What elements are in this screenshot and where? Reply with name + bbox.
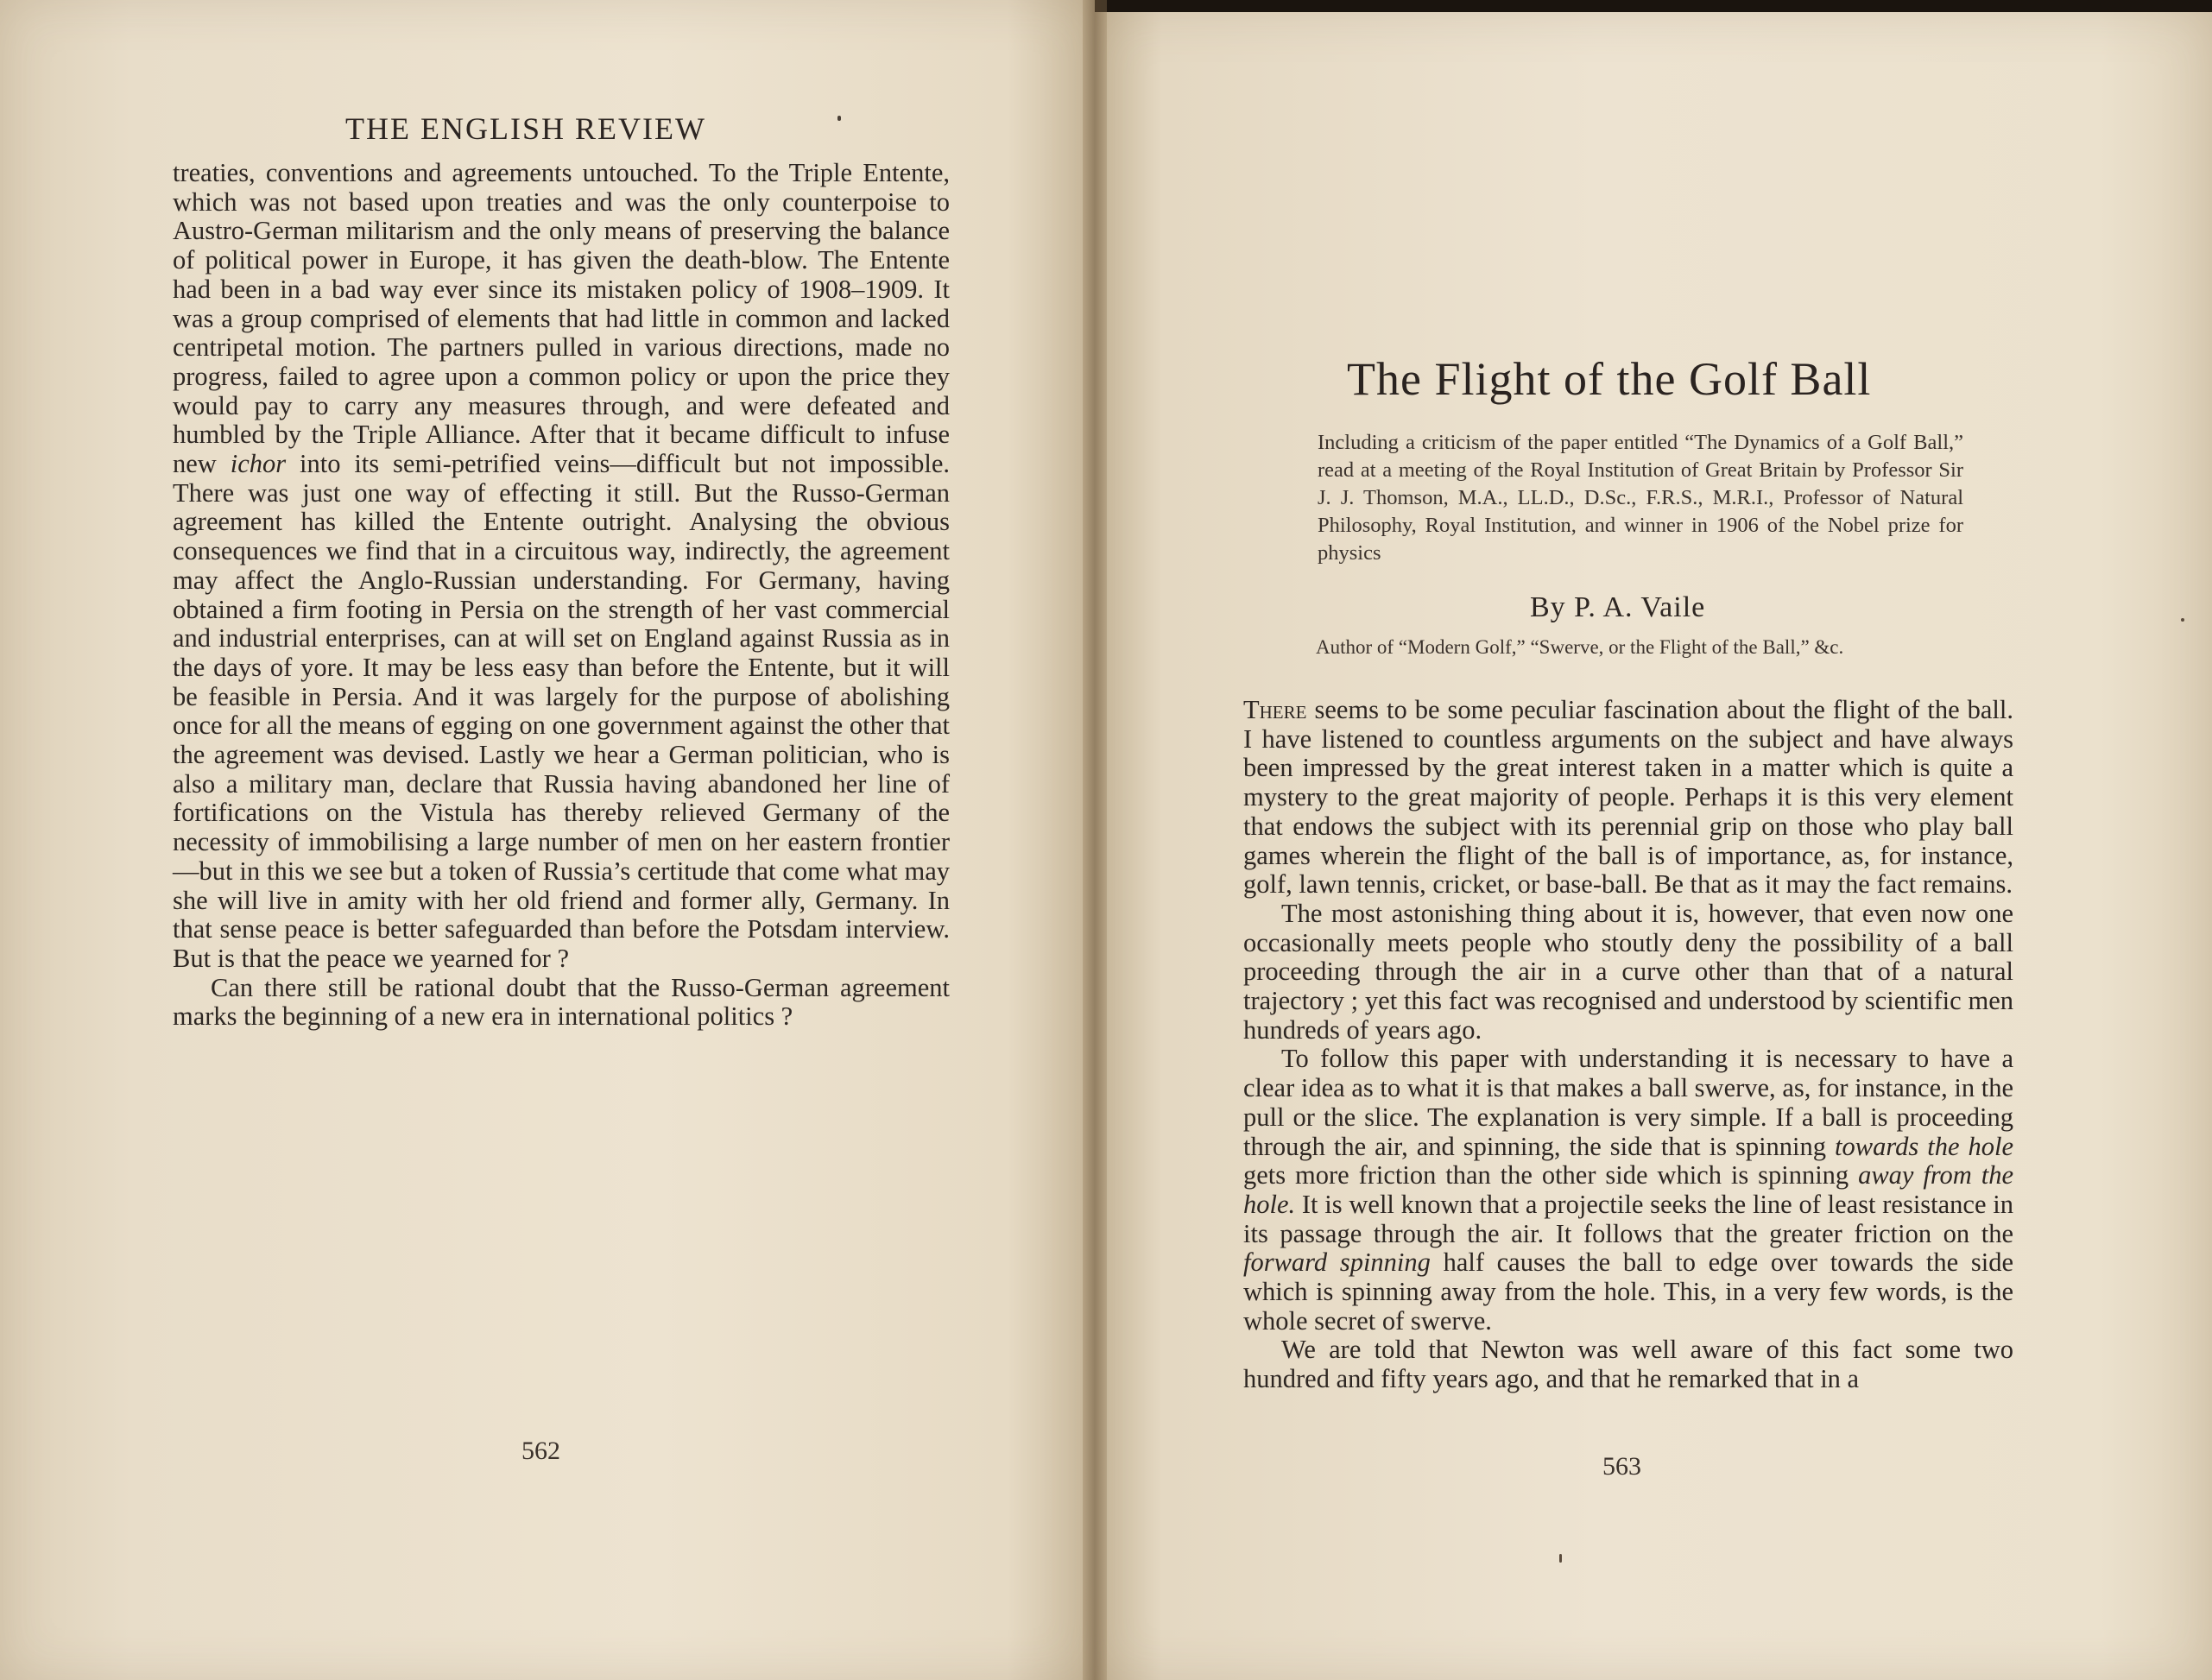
p3-text-a: To follow this paper with understanding it is necessary to have a clear idea as to what it is that makes a ball swerve, as, for instance, in the pull or the slice. The explanation is very simple. If a ball is proceeding through the air, and spinning, the side that is spinning [1243,1044,2013,1161]
italic-word-ichor: ichor [230,449,287,479]
left-closing-paragraph: Can there still be rational doubt that the Russo-German agreement marks the beginning of a new era in international politics ? [173,972,950,1032]
p3-italic-2: away from the hole. [1243,1160,2013,1219]
right-paragraph-4: We are told that Newton was well aware of this fact some two hundred and fifty years ago, and that he remarked that in a [1243,1335,2013,1394]
left-paragraph-1-text: treaties, conventions and agreements untouched. To the Triple Entente, which was not based upon treaties and was the only counterpoise to Austro-German militarism and the only means of preserving the balance of political power in Europe, it has given the death-blow. The Entente had been in a bad way ever since its mistaken policy of 1908–1909. It was a group comprised of elements that had little in common and lacked centripetal motion. The partners pulled in various directions, made no progress, failed to agree upon a common policy or upon the price they would pay to carry any measures through, and were defeated and humbled by the Triple Alliance. After that it became difficult to infuse new [173,158,950,479]
p3-text-d: half causes the ball to edge over towards the side which is spinning away from the hole. This, in a very few words, is the whole secret of swerve. [1243,1247,2013,1336]
right-paragraph-1 [1243,696,2013,900]
p3-text-b: gets more friction than the other side which is spinning [1243,1160,1859,1191]
p3-italic-1: towards the hole [1835,1131,2014,1161]
page-number-left: 562 [521,1437,560,1465]
left-paragraph [173,159,950,974]
drop-lead-word: There [1243,695,1307,724]
right-paragraph-1-text: seems to be some peculiar fascination about the flight of the ball. I have listened to countless arguments on the subject and have always been impressed by the great interest taken in a matter which is quite a mystery to the great majority of people. Perhaps it is this very element that endows the subject with its perennial grip on those who play ball games wherein the flight of the ball is of importance, as, for instance, golf, lawn tennis, cricket, or base-ball. Be that as it may the fact remains. [1243,695,2013,900]
p3-text-c: It is well known that a projectile seeks the line of least resistance in its passage through the air. It follows that the greater friction on the [1243,1189,2013,1248]
article-byline: By P. A. Vaile [1530,591,1706,623]
book-gutter [1083,0,1107,1680]
paper-speck [2181,618,2184,622]
article-subtitle: Including a criticism of the paper entitled “The Dynamics of a Golf Ball,” read at a meeting of the Royal Institution of Great Britain by Professor Sir J. J. Thomson, M.A., LL.D., D.Sc., F.R.S., M.R.I., Professor of Natural Philosophy, Royal Institution, and winner in 1906 of the Nobel prize for physics [1318,431,1963,565]
paper-speck [1559,1554,1562,1563]
right-paragraph-2: The most astonishing thing about it is, however, that even now one occasionally meets people who stoutly deny the possibility of a ball proceeding through the air in a curve other than that of a natural trajectory ; yet this fact was recognised and understood by scientific men hundreds of years ago. [1243,898,2013,1045]
author-works-line: Author of “Modern Golf,” “Swerve, or the Flight of the Ball,” &c. [1316,636,1844,658]
p3-italic-3: forward spinning [1243,1247,1431,1278]
left-page-text [173,159,950,1032]
article-title: The Flight of the Golf Ball [1347,353,1872,405]
left-page [0,0,1095,1680]
running-head: THE ENGLISH REVIEW [345,111,706,146]
right-page-text [1243,696,2013,1394]
ink-mark [837,116,841,121]
right-paragraph-3 [1243,1045,2013,1336]
page-number-right: 563 [1602,1452,1641,1481]
left-paragraph-1-continued: into its semi-petrified veins—difficult but not impossible. There was just one way of effecting it still. But the Russo-German agreement has killed the Entente outright. Analysing the obvious consequences we find that in a circuitous way, indirectly, the agreement may affect the Anglo-Russian understanding. For Germany, having obtained a firm footing in Persia on the strength of her vast commercial and industrial enterprises, can at will set on England against Russia as in the days of yore. It may be less easy than before the Entente, but it will be feasible in Persia. And it was largely for the purpose of abolishing once for all the means of egging on one government against the other that the agreement was devised. Lastly we hear a German politician, who is also a military man, declare that Russia having abandoned her line of fortifications on the Vistula has thereby relieved Germany of the necessity of immobilising a large number of men on her eastern frontier—but in this we see but a token of Russia’s certitude that come what may she will live in amity with her old friend and former ally, Germany. In that sense peace is better safeguarded than before the Potsdam interview. But is that the peace we yearned for ? [173,449,950,973]
